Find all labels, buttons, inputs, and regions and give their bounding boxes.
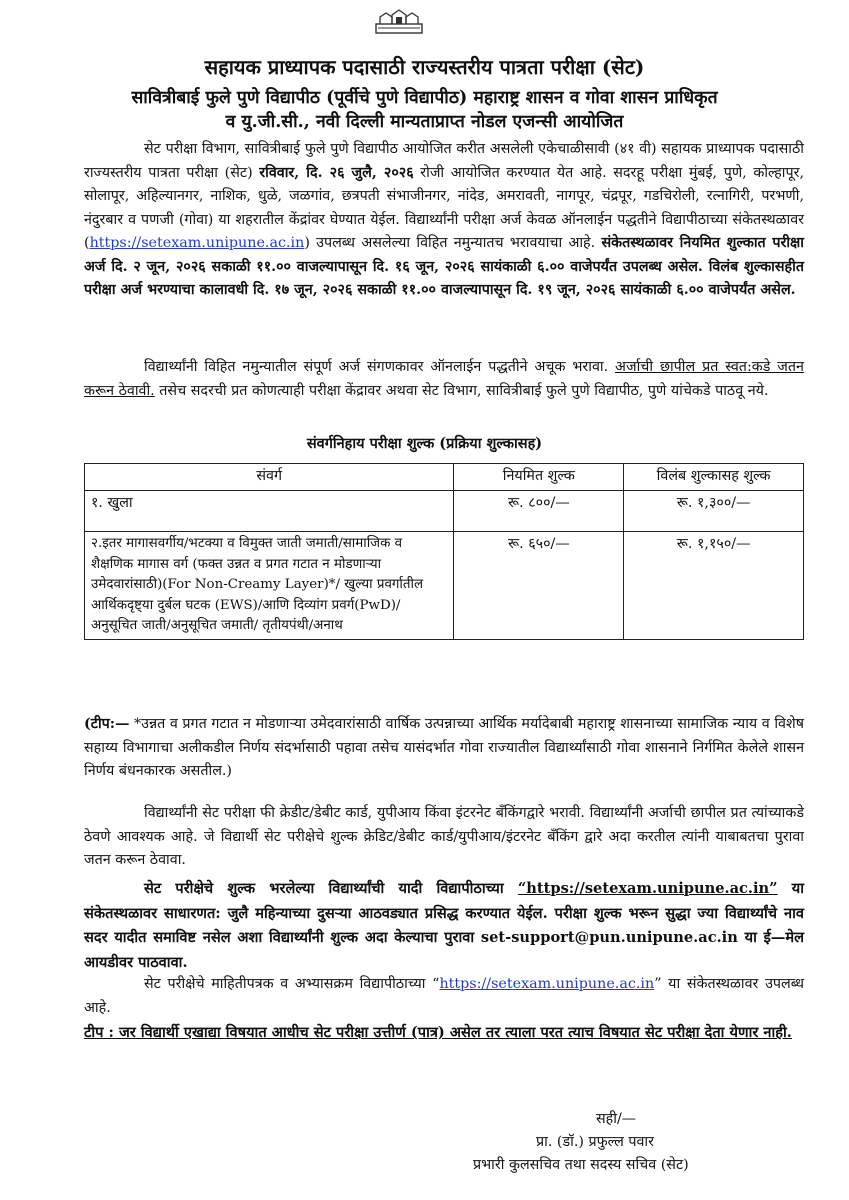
fee-table (84, 463, 804, 640)
university-emblem-icon (372, 8, 426, 36)
note-paragraph (84, 713, 804, 784)
table-row (85, 532, 804, 640)
note-text: *उन्नत व प्रगत गटात न मोडणाऱ्या उमेदवारांसाठी वार्षिक उत्पन्नाच्या आर्थिक मर्यादेबाबी महाराष्ट्र शासनाच्या सामाजिक न्याय व विशेष सहाय्य विभागाचा अलीकडील निर्णय संदर्भासाठी पहावा तसेच यासंदर्भात गोवा राज्यातील विद्यार्थ्यांसाठी गोवा शासनाने निर्गमित केलेले शासन निर्णय बंधनकारक असतील.) (84, 716, 804, 779)
page-title: सहायक प्राध्यापक पदासाठी राज्यस्तरीय पात्रता परीक्षा (सेट) (204, 55, 645, 79)
brochure-text-2: ” या संकेतस्थळावर उपलब्ध आहे. (84, 976, 804, 1016)
website-link[interactable]: “https://setexam.unipune.ac.in” (517, 880, 778, 897)
table-header-row (85, 464, 804, 491)
application-window: संकेतस्थळावर नियमित शुल्कात परीक्षा अर्ज दि. २ जून, २०२६ सकाळी ११.०० वाजल्यापासून दि. १६ जून, २०२६ सायंकाळी ६.०० वाजेपर्यंत उपलब्ध असेल. विलंब शुल्कासहीत परीक्षा अर्ज भरण्याचा कालावधी दि. १७ जून, २०२६ सकाळी ११.०० वाजल्यापासून दि. १९ जून, २०२६ सायंकाळी ६.०० वाजेपर्यंत असेल. (84, 235, 804, 298)
website-link[interactable]: https://setexam.unipune.ac.in (439, 976, 655, 992)
signatory-designation: प्रभारी कुलसचिव तथा सदस्य सचिव (सेट) (473, 1157, 689, 1173)
signatory-name: प्रा. (डॉ.) प्रफुल्ल पवार (536, 1134, 654, 1150)
note-label: (टीप:— (84, 716, 130, 732)
instruction-text-2: तसेच सदरची प्रत कोणत्याही परीक्षा केंद्रावर अथवा सेट विभाग, सावित्रीबाई फुले पुणे विद्यापीठ, पुणे यांचेकडे पाठवू नये. (154, 382, 769, 399)
brochure-paragraph (84, 973, 804, 1020)
late-fee-cell: रू. १,१५०/— (624, 532, 804, 640)
page-subtitle-line-2: व यु.जी.सी., नवी दिल्ली मान्यताप्राप्त नोडल एजन्सी आयोजित (225, 112, 624, 132)
support-email-link[interactable]: set-support@pun.unipune.ac.in (480, 929, 738, 946)
column-header: संवर्ग (85, 464, 454, 491)
regular-fee-cell: रू. ८००/— (454, 491, 624, 532)
instruction-text: विद्यार्थ्यांनी विहित नमुन्यातील संपूर्ण अर्ज संगणकावर ऑनलाईन पद्धतीने अचूक भरावा. (144, 359, 616, 375)
list-text-2: या संकेतस्थळावर साधारणत: जुलै महिन्याच्या दुसऱ्या आठवड्यात प्रसिद्ध करण्यात येईल. परीक्षा शुल्क भरून सुद्धा ज्या विद्यार्थ्यांचे नाव सदर यादीत समाविष्ट नसेल अशा विद्यार्थ्यांनी शुल्क अदा केल्याचा पुरावा (84, 880, 804, 946)
late-fee-cell: रू. १,३००/— (624, 491, 804, 532)
page-subtitle-line-1: सावित्रीबाई फुले पुणे विद्यापीठ (पूर्वीचे पुणे विद्यापीठ) महाराष्ट्र शासन व गोवा शासन प्राधिकृत (131, 88, 718, 108)
category-cell: १. खुला (85, 491, 454, 532)
fee-table-caption: संवर्गनिहाय परीक्षा शुल्क (प्रक्रिया शुल्कासह) (306, 435, 543, 452)
intro-text: सेट परीक्षा विभाग, सावित्रीबाई फुले पुणे विद्यापीठ आयोजित करीत असलेली एकेचाळीसावी (४१ वी) सहायक प्राध्यापक पदासाठी राज्यस्तरीय पात्रता परीक्षा (सेट) (84, 141, 804, 181)
intro-paragraph (84, 138, 804, 303)
final-note: टीप : जर विद्यार्थी एखाद्या विषयात आधीच सेट परीक्षा उत्तीर्ण (पात्र) असेल तर त्याला परत त्याच विषयात सेट परीक्षा देता येणार नाही. (84, 1024, 792, 1041)
regular-fee-cell: रू. ६५०/— (454, 532, 624, 640)
list-paragraph (84, 877, 804, 975)
signature-sign: सही/— (596, 1111, 637, 1127)
list-text: सेट परीक्षेचे शुल्क भरलेल्या विद्यार्थ्यांची यादी विद्यापीठाच्या (144, 880, 518, 897)
category-cell: २.इतर मागासवर्गीय/भटक्या व विमुक्त जाती जमाती/सामाजिक व शैक्षणिक मागास वर्ग (फक्त उन्नत व प्रगत गटात न मोडणाऱ्या उमेदवारांसाठी)(For Non-Creamy Layer)*/ खुल्या प्रवर्गातील आर्थिकदृष्ट्या दुर्बल घटक (EWS)/आणि दिव्यांग प्रवर्ग(PwD)/ अनुसूचित जाती/अनुसूचित जमाती/ तृतीयपंथी/अनाथ (85, 532, 454, 640)
instruction-underlined: अर्जाची छापील प्रत स्वत:कडे जतन करून ठेवावी. (84, 359, 804, 399)
intro-text-2: रोजी आयोजित करण्यात येत आहे. सदरहू परीक्षा मुंबई, पुणे, कोल्हापूर, सोलापूर, अहिल्यानगर, नाशिक, धुळे, जळगांव, छत्रपती संभाजीनगर, नांदेड, अमरावती, नागपूर, चंद्रपूर, गडचिरोली, रत्नागिरी, परभणी, नंदुरबार व पणजी (गोवा) या शहरातील केंद्रांवर घेण्यात येईल. विद्यार्थ्यांनी परीक्षा अर्ज केवळ ऑनलाईन पद्धतीने विद्यापीठाच्या संकेतस्थळावर ( (84, 164, 804, 251)
intro-text-3: ) उपलब्ध असलेल्या विहित नमुन्यातच भरावयाचा आहे. (304, 235, 602, 251)
list-text-3: या ई—मेल आयडीवर पाठवावा. (84, 929, 804, 971)
payment-paragraph: विद्यार्थ्यांनी सेट परीक्षा फी क्रेडीट/डेबीट कार्ड, युपीआय किंवा इंटरनेट बँकिंगद्वारे भरावी. विद्यार्थ्यांनी अर्जाची छापील प्रत त्यांच्याकडे ठेवणे आवश्यक आहे. जे विद्यार्थी सेट परीक्षेचे शुल्क क्रेडिट/डेबीट कार्ड/युपीआय/इंटरनेट बँकिंग द्वारे अदा करतील त्यांनी याबाबतचा पुरावा जतन करून ठेवावा. (84, 805, 804, 868)
website-link[interactable]: https://setexam.unipune.ac.in (89, 235, 305, 251)
brochure-text: सेट परीक्षेचे माहितीपत्रक व अभ्यासक्रम विद्यापीठाच्या “ (144, 976, 440, 992)
column-header: नियमित शुल्क (454, 464, 624, 491)
instruction-paragraph (84, 356, 804, 403)
exam-date: रविवार, दि. २६ जुलै, २०२६ (259, 164, 414, 181)
column-header: विलंब शुल्कासह शुल्क (624, 464, 804, 491)
table-row (85, 491, 804, 532)
